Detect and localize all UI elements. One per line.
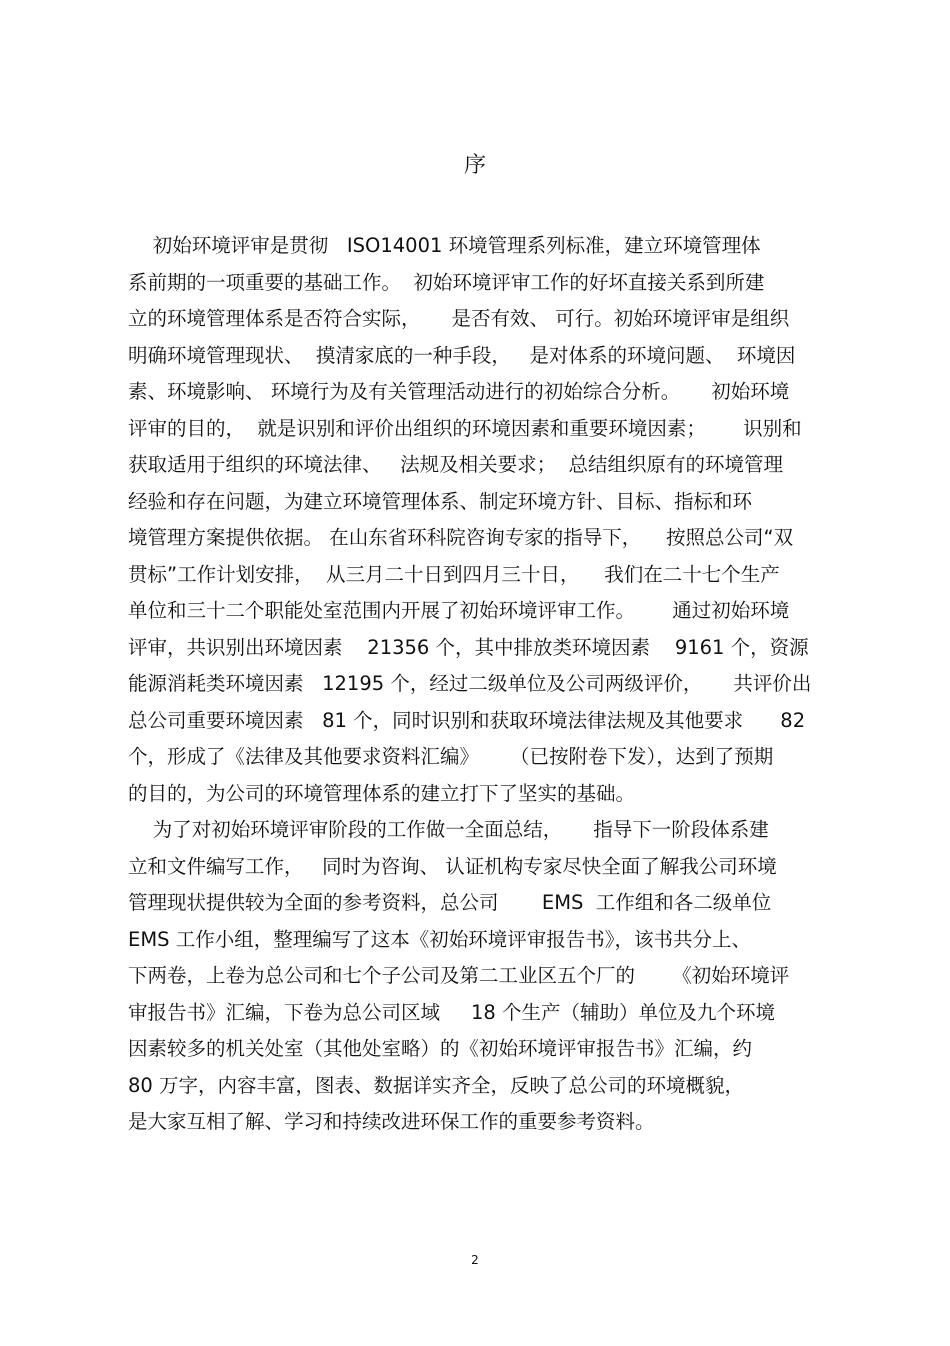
text-line: 下两卷，上卷为总公司和七个子公司及第二工业区五个厂的 《初始环境评 xyxy=(128,964,790,987)
text-line: 是大家互相了解、学习和持续改进环保工作的重要参考资料。 xyxy=(128,1110,655,1133)
page-number: 2 xyxy=(471,1253,479,1267)
text-line: 评审，共识别出环境因素 21356 个，其中排放类环境因素 9161 个，资源 xyxy=(128,635,809,659)
text-line: 立和文件编写工作， 同时为咨询、 认证机构专家尽快全面了解我公司环境 xyxy=(128,854,777,878)
text-line: 境管理方案提供依据。 在山东省环科院咨询专家的指导下， 按照总公司“双 xyxy=(128,526,794,549)
text-line: 总公司重要环境因素 81 个，同时识别和获取环境法律法规及其他要求 82 xyxy=(128,708,806,732)
text-line: 明确环境管理现状、 摸清家底的一种手段， 是对体系的环境问题、 环境因 xyxy=(128,343,796,367)
text-line: 个，形成了《法律及其他要求资料汇编》 （已按附卷下发），达到了预期 xyxy=(128,745,774,768)
text-line: 经验和存在问题，为建立环境管理体系、制定环境方针、目标、指标和环 xyxy=(128,489,753,513)
text-line: EMS 工作小组，整理编写了这本《初始环境评审报告书》，该书共分上、 xyxy=(128,927,751,951)
text-line: 素、环境影响、 环境行为及有关管理活动进行的初始综合分析。 初始环境 xyxy=(128,380,790,403)
text-line: 能源消耗类环境因素 12195 个，经过二级单位及公司两级评价， 共评价出 xyxy=(128,672,812,695)
text-line: 80 万字，内容丰富，图表、数据详实齐全，反映了总公司的环境概貌， xyxy=(128,1073,745,1097)
text-line: 单位和三十二个职能处室范围内开展了初始环境评审工作。 通过初始环境 xyxy=(128,599,790,622)
text-line: 为了对初始环境评审阶段的工作做一全面总结， 指导下一阶段体系建 xyxy=(128,818,769,841)
text-line: 获取适用于组织的环境法律、 法规及相关要求； 总结组织原有的环境管理 xyxy=(128,453,783,476)
text-line: 因素较多的机关处室（其他处室略）的《初始环境评审报告书》汇编，约 xyxy=(128,1037,753,1060)
text-line: 系前期的一项重要的基础工作。 初始环境评审工作的好坏直接关系到所建 xyxy=(128,270,765,294)
text-line: 的目的，为公司的环境管理体系的建立打下了坚实的基础。 xyxy=(128,781,636,805)
document-body xyxy=(128,228,828,1141)
text-line: 评审的目的， 就是识别和评价出组织的环境因素和重要环境因素； 识别和 xyxy=(128,416,802,440)
text-line: 管理现状提供较为全面的参考资料，总公司 EMS 工作组和各二级单位 xyxy=(128,891,772,914)
page-title: 序 xyxy=(463,153,486,178)
text-line: 贯标”工作计划安排， 从三月二十日到四月三十日， 我们在二十七个生产 xyxy=(128,562,780,586)
text-line: 立的环境管理体系是否符合实际， 是否有效、 可行。初始环境评审是组织 xyxy=(128,307,790,330)
text-line: 初始环境评审是贯彻 ISO14001 环境管理系列标准，建立环境管理体 xyxy=(128,234,761,257)
text-line: 审报告书》汇编，下卷为总公司区域 18 个生产（辅助）单位及九个环境 xyxy=(128,1000,776,1024)
